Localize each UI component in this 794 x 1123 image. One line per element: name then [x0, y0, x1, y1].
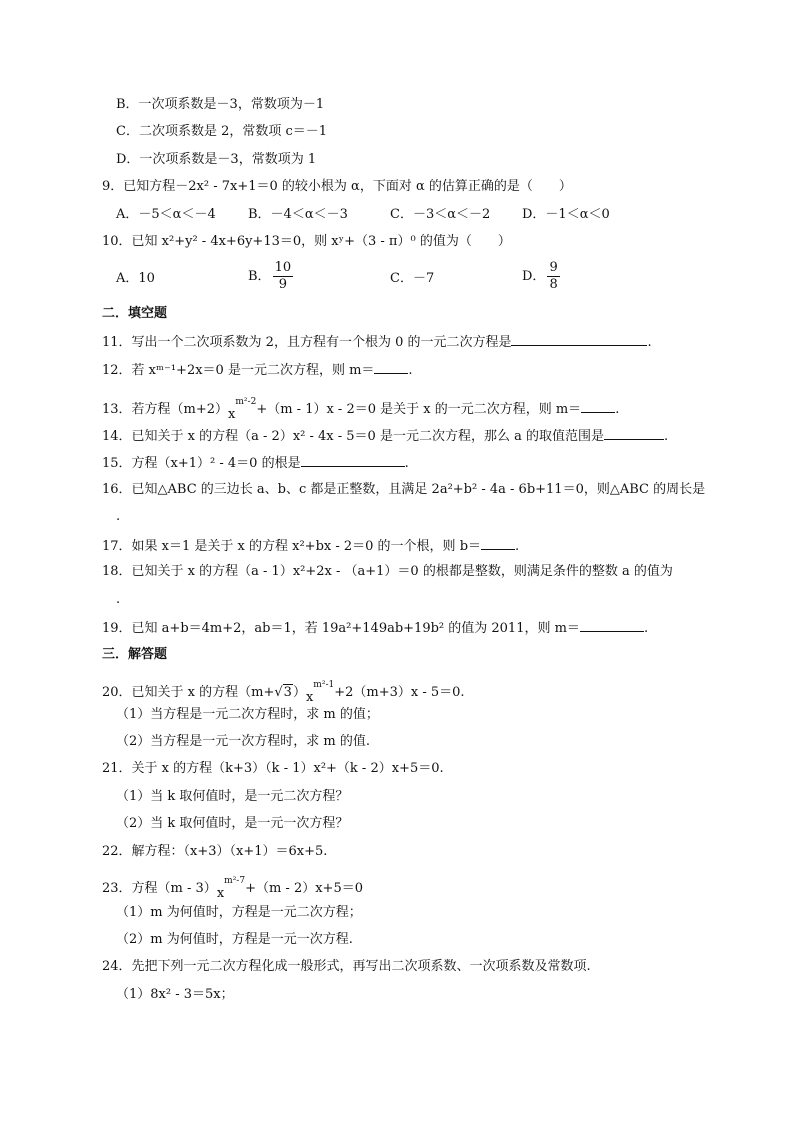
option-c-q8: C．二次项系数是 2，常数项 c＝－1 — [116, 124, 328, 139]
fraction-denominator: 8 — [549, 277, 558, 292]
question-11 — [102, 332, 652, 352]
period: . — [643, 621, 649, 636]
question-20-text-a: 20．已知关于 x 的方程（m+ — [102, 685, 275, 700]
question-14 — [102, 426, 668, 446]
section-heading-fill-blank: 二．填空题 — [102, 306, 168, 321]
question-13-x: x — [228, 407, 236, 422]
question-24-part-1: （1）8x² - 3＝5x； — [116, 987, 234, 1002]
answer-blank — [481, 536, 515, 550]
option-d-q8: D．一次项系数是－3，常数项为 1 — [116, 152, 317, 167]
period: . — [515, 539, 520, 554]
fraction — [547, 260, 559, 293]
option-b-q9: B．－4＜α＜－3 — [248, 207, 348, 222]
fraction-numerator: 10 — [274, 260, 292, 275]
question-21: 21．关于 x 的方程（k+3）（k - 1）x²+（k - 2）x+5＝0. — [102, 761, 444, 776]
question-23-exponent: m²-7 — [224, 876, 246, 886]
question-16: 16．已知△ABC 的三边长 a、b、c 都是正整数，且满足 2a²+b² - 4a - 6b+11＝0，则△ABC 的周长是 — [102, 482, 706, 497]
question-13 — [102, 393, 620, 422]
radicand: 3 — [283, 685, 292, 700]
answer-blank — [511, 332, 647, 346]
option-b-q8: B．一次项系数是－3，常数项为－1 — [116, 97, 325, 112]
period: . — [663, 429, 669, 444]
question-16-period: . — [116, 509, 121, 524]
question-10: 10．已知 x²+y² - 4x+6y+13＝0，则 xʸ+（3 - π）⁰ 的值为（ ） — [102, 234, 511, 249]
option-b-label: B． — [248, 269, 271, 284]
question-19-text: 19．已知 a+b＝4m+2，ab＝1，若 19a²+149ab+19b² 的值为 2011，则 m＝ — [102, 621, 580, 636]
answer-blank — [581, 399, 615, 413]
question-9: 9．已知方程－2x² - 7x+1＝0 的较小根为 α，下面对 α 的估算正确的是（ ） — [102, 179, 572, 194]
question-13-text-a: 13．若方程（m+2） — [102, 402, 229, 417]
option-a-q9: A．－5＜α＜－4 — [116, 207, 216, 222]
question-18: 18．已知关于 x 的方程（a - 1）x²+2x - （a+1）＝0 的根都是整数，则满足条件的整数 a 的值为 — [102, 564, 673, 579]
answer-blank — [301, 453, 405, 467]
question-20-text-b: ） — [292, 685, 306, 700]
question-23-part-2: （2）m 为何值时，方程是一元一次方程. — [116, 932, 353, 947]
question-19 — [102, 618, 648, 638]
question-13-exponent: m²-2 — [235, 397, 257, 407]
question-23-part-1: （1）m 为何值时，方程是一元二次方程； — [116, 905, 362, 920]
question-23-text-a: 23．方程（m - 3） — [102, 881, 217, 896]
question-18-period: . — [116, 592, 121, 607]
question-22: 22．解方程：（x+3）（x+1）＝6x+5. — [102, 844, 328, 859]
question-23-x: x — [216, 886, 225, 901]
question-12 — [102, 360, 413, 380]
period: . — [647, 335, 652, 350]
option-d-label: D． — [522, 269, 546, 284]
option-c-q9: C．－3＜α＜－2 — [390, 207, 491, 222]
question-20-x: x — [305, 690, 314, 705]
option-d-q10 — [522, 260, 560, 293]
square-root: √3 — [274, 685, 292, 700]
question-13-text-c: +（m - 1）x - 2＝0 是关于 x 的一元二次方程，则 m＝ — [256, 402, 582, 417]
period: . — [615, 402, 620, 417]
question-20-exponent: m²-1 — [313, 680, 335, 690]
question-20-part-2: （2）当方程是一元一次方程时，求 m 的值. — [116, 734, 370, 749]
period: . — [404, 456, 409, 471]
answer-blank — [604, 426, 664, 440]
answer-blank — [374, 360, 408, 374]
question-24: 24．先把下列一元二次方程化成一般形式，再写出二次项系数、一次项系数及常数项. — [102, 959, 591, 974]
question-20-part-1: （1）当方程是一元二次方程时，求 m 的值； — [116, 707, 379, 722]
fraction-denominator: 9 — [278, 277, 287, 292]
question-11-text: 11．写出一个二次项系数为 2，且方程有一个根为 0 的一元二次方程是 — [102, 335, 512, 350]
question-12-text: 12．若 xᵐ⁻¹+2x＝0 是一元二次方程，则 m＝ — [102, 363, 375, 378]
section-heading-solve: 三．解答题 — [102, 647, 168, 662]
question-17-text: 17．如果 x＝1 是关于 x 的方程 x²+bx - 2＝0 的一个根，则 b＝ — [102, 539, 482, 554]
period: . — [408, 363, 413, 378]
question-20 — [102, 676, 465, 705]
question-14-text: 14．已知关于 x 的方程（a - 2）x² - 4x - 5＝0 是一元二次方程，那么 a 的取值范围是 — [102, 429, 604, 444]
option-c-q10: C．－7 — [390, 271, 435, 286]
fraction-numerator: 9 — [549, 260, 558, 275]
question-17 — [102, 536, 519, 556]
question-21-part-2: （2）当 k 取何值时，是一元一次方程？ — [116, 816, 349, 831]
question-21-part-1: （1）当 k 取何值时，是一元二次方程？ — [116, 789, 349, 804]
question-20-text-c: +2（m+3）x - 5＝0. — [334, 685, 465, 700]
question-23 — [102, 872, 363, 901]
fraction — [273, 260, 294, 293]
option-b-q10 — [248, 260, 293, 293]
question-23-text-c: +（m - 2）x+5＝0 — [245, 881, 363, 896]
answer-blank — [580, 618, 644, 632]
option-d-q9: D．－1＜α＜0 — [522, 207, 610, 222]
option-a-q10: A．10 — [116, 271, 155, 286]
question-15 — [102, 453, 409, 473]
question-15-text: 15．方程（x+1）² - 4＝0 的根是 — [102, 456, 301, 471]
